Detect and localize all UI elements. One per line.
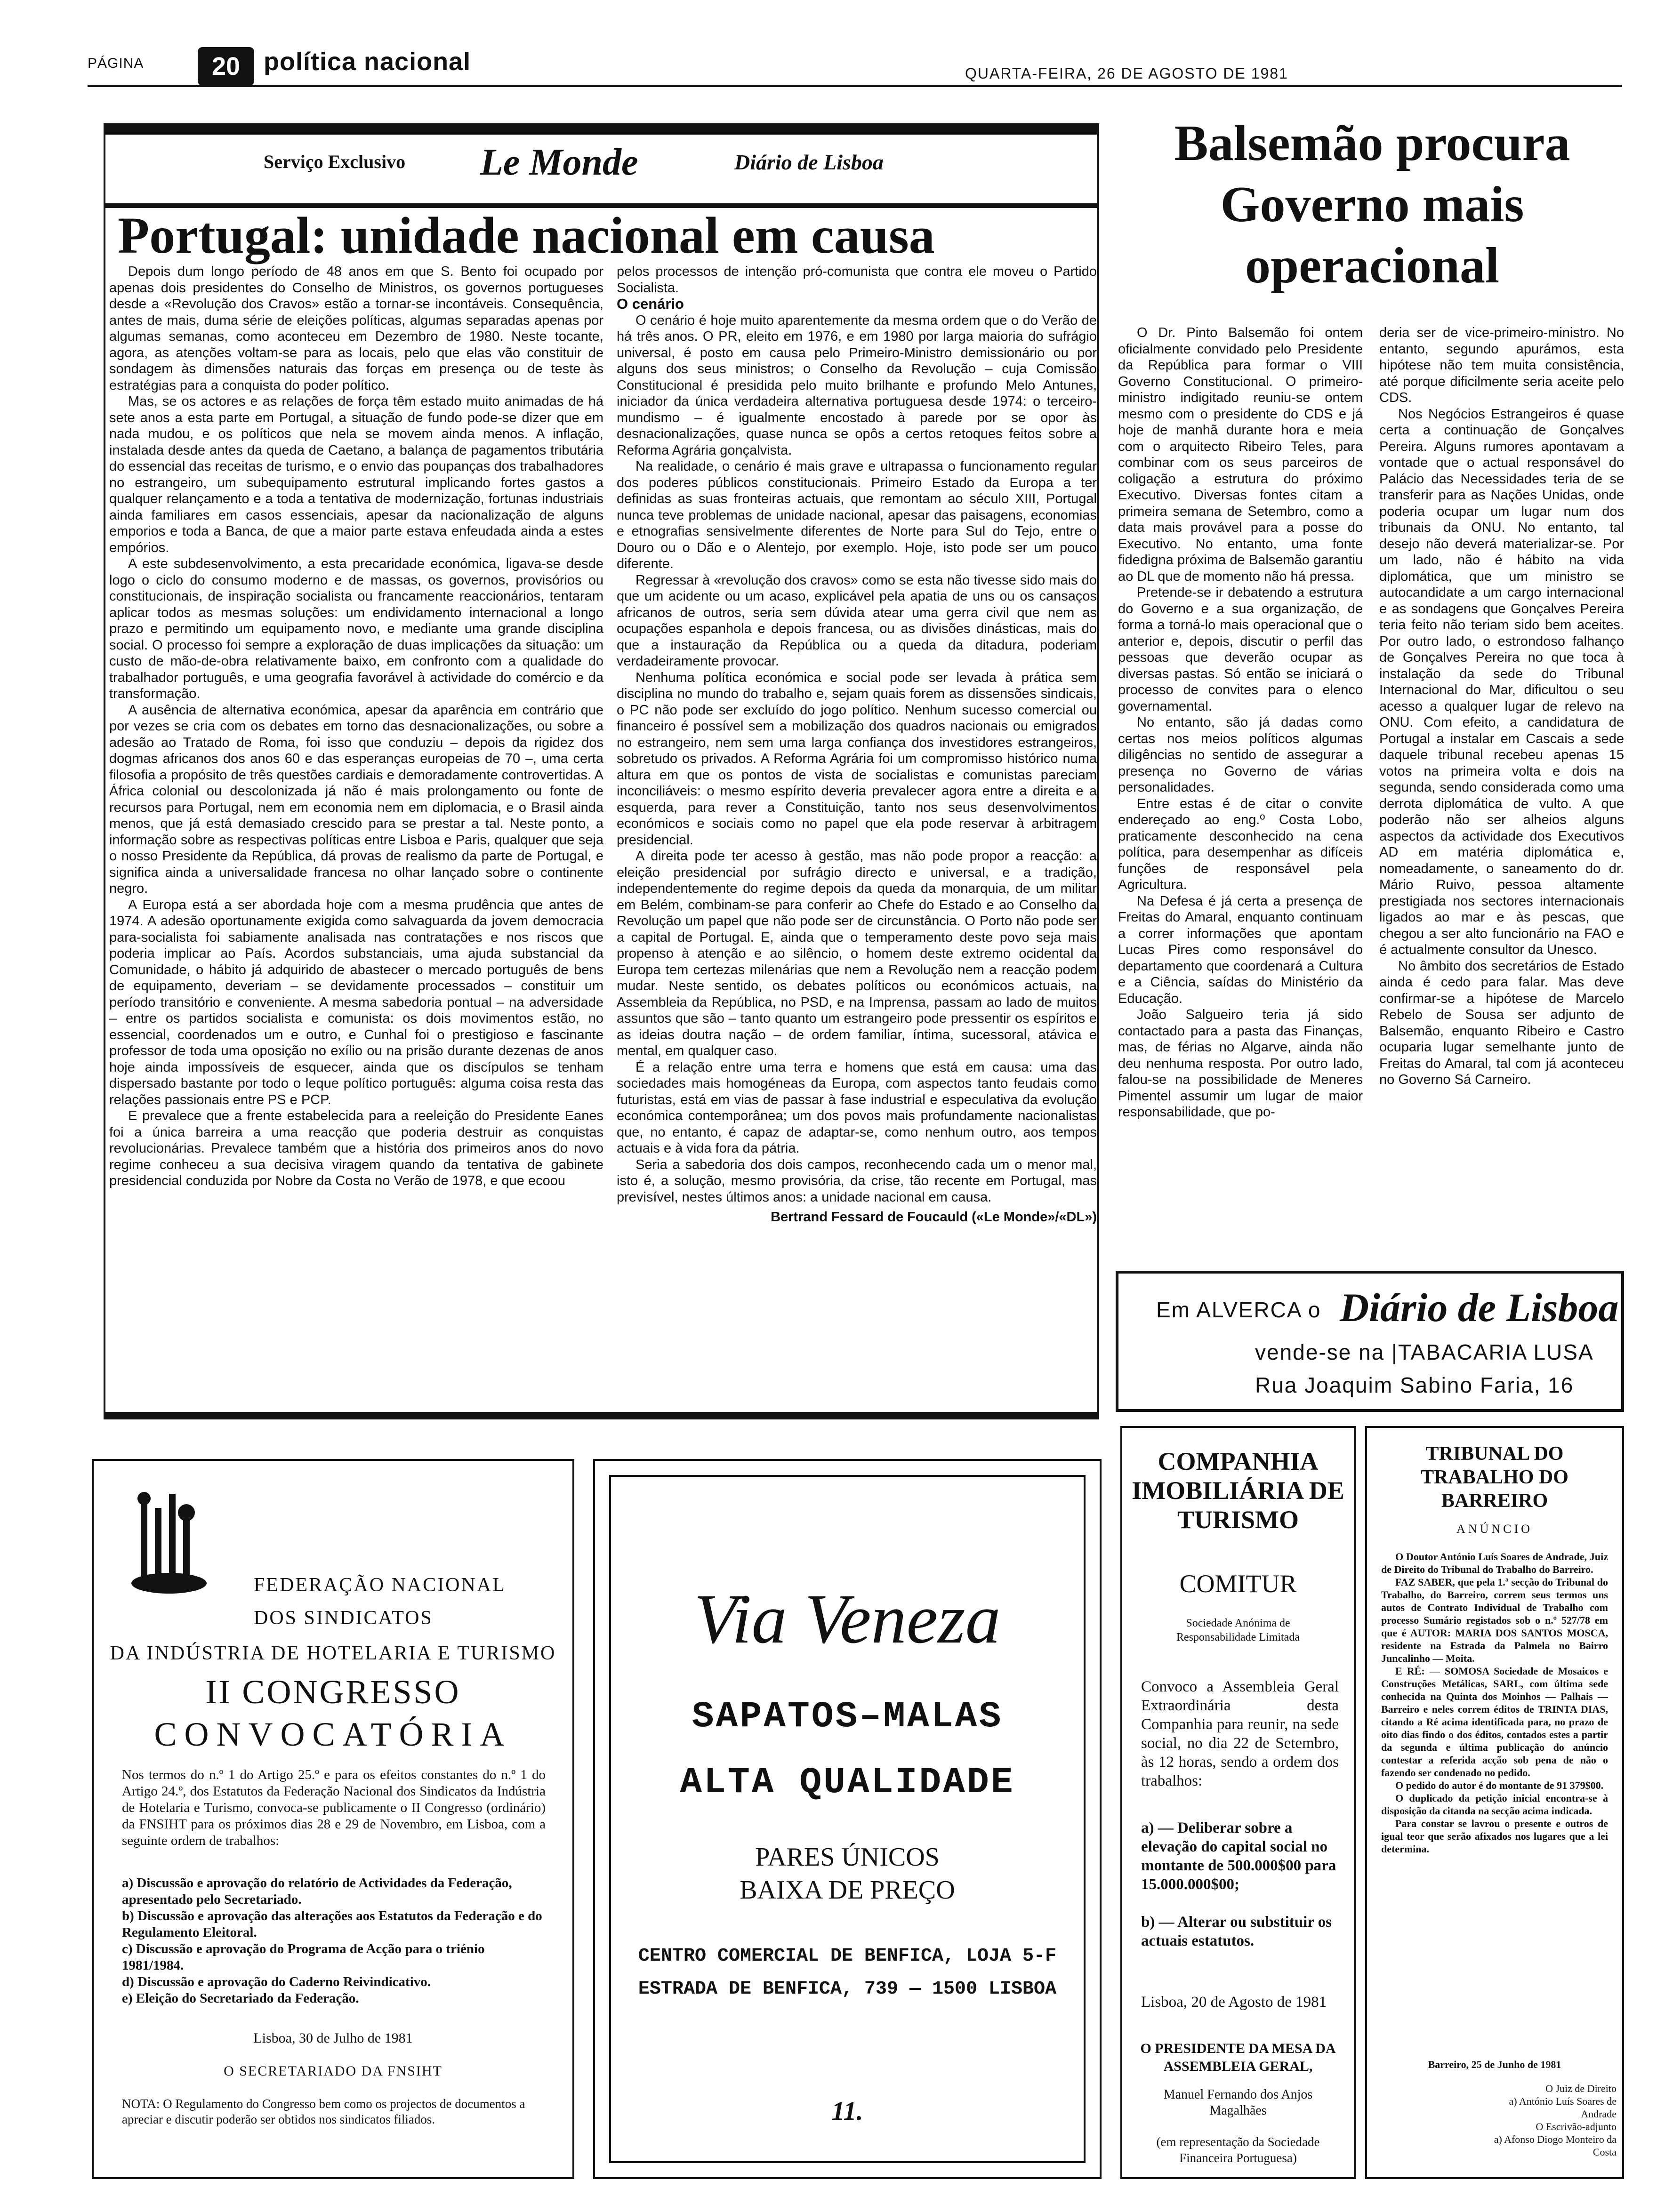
veneza-line2: ALTA QUALIDADE [680, 1762, 1015, 1803]
fnsiht-item: e) Eleição do Secretariado da Federação. [122, 1991, 359, 2006]
tribunal-paragraph: E RÉ: — SOMOSA Sociedade de Mosaicos e Construções Metálicas, SARL, com última sede conhecida na Quinta dos Moinhos — Palhais — Barreiro e neles correm éditos de TRINTA DIAS, citando a Ré acima identificada para, no prazo de oito dias findo o dos éditos, contados estes a partir da segunda e última publicação do anúncio contestar a referida acção sob pena de não o fazendo ser condenado no pedido. [1381, 1665, 1608, 1779]
veneza-line1: SAPATOS–MALAS [692, 1696, 1003, 1738]
paragraph: O Dr. Pinto Balsemão foi ontem oficialmente convidado pelo Presidente da República para formar o VIII Governo Constitucional. O primeiro-ministro indigitado reuniu-se ontem mesmo com o presidente do CDS e já hoje de manhã durante hora e meia com o arquitecto Ribeiro Teles, para combinar com os seus parceiros de coligação a estrutura do próximo Executivo. Diversas fontes citam a primeira semana de Setembro, como a data mais provável para a posse do Executivo. No entanto, uma fonte fidedigna próxima de Balsemão garantiu ao DL que de momento não há pressa. [1118, 325, 1363, 584]
fnsiht-note: NOTA: O Regulamento do Congresso bem como os projectos de documentos a apreciar e discutir poderão ser obtidos nos sindicatos filiados. [122, 2097, 525, 2126]
fnsiht-item: d) Discussão e aprovação do Caderno Reivindicativo. [122, 1974, 431, 1989]
comitur-intro: Convoco a Assembleia Geral Extraordinária desta Companhia para reunir, na sede social, no dia 22 de Setembro, às 12 horas, sendo a ordem dos trabalhos: [1141, 1678, 1339, 1789]
comitur-person: Manuel Fernando dos Anjos Magalhães [1163, 2087, 1313, 2118]
side-article-col2 [1379, 325, 1624, 1266]
paragraph: deria ser de vice-primeiro-ministro. No entanto, segundo apurámos, esta hipótese não tem muita consistência, até porque dificilmente seria aceite pelo CDS. [1379, 325, 1624, 405]
fnsiht-subtitle: CONVOCATÓRIA [154, 1715, 512, 1753]
veneza-line4: BAIXA DE PREÇO [740, 1875, 955, 1905]
main-headline: Portugal: unidade nacional em causa [118, 207, 935, 264]
main-right-rule [1097, 123, 1099, 1419]
comitur-acronym: COMITUR [1179, 1570, 1297, 1598]
veneza-brand: Via Veneza [694, 1580, 1001, 1658]
fnsiht-org3: DA INDÚSTRIA DE HOTELARIA E TURISMO [110, 1643, 556, 1664]
paragraph: A direita pode ter acesso à gestão, mas não pode propor a reacção: a eleição presidencial por sufrágio directo e universal, e a tradição, independentemente do regime depois da queda da monarquia, de um militar em Belém, combinam-se para conferir ao Chefe do Estado e ao Conselho da Revolução um papel que não pode ser de circunstância. O Porto não pode ser a capital de Portugal. E, ainda que o temperamento deste povo seja mais propenso à atenção e ao silêncio, o homem deste extremo ocidental da Europa tem certezas milenárias que nem a Revolução nem a reacção podem mudar. Neste sentido, os debates políticos ou económicos actuais, na Assembleia da República, no PSD, e na Imprensa, passam ao lado de muitos assuntos que são – tanto quanto um estrangeiro pode pressentir os espíritos e as ideias doutra nação – de ordem familiar, íntima, sucessoral, atávica e mental, em qualquer caso. [617, 849, 1097, 1058]
ad-dl-logo: Diário de Lisboa [1340, 1285, 1619, 1330]
ad-tribunal [1365, 1426, 1624, 2179]
tribunal-paragraph: O Doutor António Luís Soares de Andrade, Juiz de Direito do Tribunal do Trabalho do Barreiro. [1381, 1551, 1608, 1575]
veneza-line6: ESTRADA DE BENFICA, 739 — 1500 LISBOA [638, 1979, 1057, 2000]
paragraph: É a relação entre uma terra e homens que está em causa: uma das sociedades mais homogéneas da Europa, com aspectos tanto feudais como futuristas, está em vias de passar à fase industrial e especulativa da evolução económica contemporânea; um dos povos mais profundamente nacionalistas que, no entanto, é capaz de adaptar-se, como nenhum outro, aos tempos actuais e à vida fora da pátria. [617, 1059, 1097, 1156]
service-label: Serviço Exclusivo [264, 151, 406, 172]
paragraph: João Salgueiro teria já sido contactado para a pasta das Finanças, mas, de férias no Algarve, ainda não deu nenhuma resposta. Por outro lado, falou-se na possibilidade de Meneres Pimentel assumir um lugar de maior responsabilidade, que po- [1118, 1007, 1363, 1120]
tribunal-paragraph: O pedido do autor é do montante de 91 379$00. [1395, 1779, 1604, 1791]
ad-via-veneza [593, 1459, 1102, 2179]
paragraph: A Europa está a ser abordada hoje com a mesma prudência que antes de 1974. A adesão oportunamente exigida como salvaguarda da jovem democracia para-socialista foi sabiamente analisada nas contratações e nos riscos que poderia implicar ao País. Acordos substanciais, uma ajuda substancial da Comunidade, o hábito já adquirido de abastecer o mercado português de bens de equipamento, deveriam – se devidamente processados – constituir um período transitório e conveniente. A mesma sabedoria pontual – na adversidade – entre os partidos socialista e comunista: os dois movimentos estão, no essencial, coordenados um e outro, e Cunhal foi o prestigioso e fascinante professor de toda uma oposição no exílio ou na prisão durante dezenas de anos hoje ainda impossíveis de esquecer, ainda que os discípulos se tenham dispersado bastante por todo o leque político português: alguma coisa resta das relações passionais entre PS e PCP. [109, 897, 603, 1107]
header-rule [88, 85, 1622, 87]
tribunal-paragraph: O duplicado da petição inicial encontra-se à disposição da citanda na secção acima indicada. [1381, 1792, 1608, 1817]
clerk-title: O Escrivão-adjunto [1536, 2121, 1617, 2132]
fnsiht-item: c) Discussão e aprovação do Programa de Acção para o triénio 1981/1984. [122, 1941, 485, 1973]
ad-dl-prefix: Em ALVERCA o [1156, 1298, 1321, 1322]
subhead-cenario: O cenário [617, 296, 684, 312]
main-article-col1 [109, 264, 603, 1403]
tribunal-signatures [1475, 2082, 1617, 2158]
tribunal-title: TRIBUNAL DO TRABALHO DO BARREIRO [1421, 1443, 1569, 1512]
paragraph: Regressar à «revolução dos cravos» como se esta não tivesse sido mais do que um acidente ou um acaso, explicável pela apatia de uns ou os cansaços africanos de outros, seria sem dúvida atear uma gerra civil que nem as ocupações espanhola e depois francesa, ou as divisões dinásticas, mais do que a instauração da República ou a queda da ditadura, poderiam verdadeiramente provocar. [617, 572, 1097, 669]
diario-lisboa-logo: Diário de Lisboa [734, 150, 884, 174]
section-title: política nacional [264, 48, 471, 76]
paragraph: Depois dum longo período de 48 anos em que S. Bento foi ocupado por apenas dois presidentes do Conselho de Ministros, os governos portugueses desde a «Revolução dos Cravos» estão a tornar-se incontáveis. Consequência, antes de mais, duma série de eleições políticas, algumas separadas apenas por algumas semanas, como aconteceu em Dezembro de 1980. Neste tocante, agora, as atenções voltam-se para as locais, pelo que elas vão constituir de sondagem às dimensões naturais das forças em presença ou de teste às estratégias para a conquista do poder político. [109, 264, 603, 393]
fnsiht-items [122, 1875, 546, 2007]
veneza-line5: CENTRO COMERCIAL DE BENFICA, LOJA 5-F [638, 1946, 1057, 1967]
paragraph: Seria a sabedoria dos dois campos, reconhecendo cada um o menor mal, isto é, a solução, mesmo provisória, da crise, tão recente em Portugal, mas previsível, nestes últimos anos: a unidade nacional em causa. [617, 1157, 1097, 1205]
paragraph: Mas, se os actores e as relações de força têm estado muito animadas de há sete anos a esta parte em Portugal, a situação de fundo pode-se dizer que em nada mudou, e os políticos que nela se movem ainda menos. A inflação, instalada desde antes da queda de Caetano, a balança de pagamentos tributária do essencial das receitas de turismo, e o envio das poupanças dos trabalhadores no estrangeiro, um subequipamento estrutural implicando fortes gastos a qualquer relançamento e a toda a tentativa de modernização, fortunas industriais ainda familiares em casos essenciais, apesar da nacionalização de alguns emporios e toda a Banca, de que a maior parte estava enfeudada ainda a estes empórios. [109, 394, 603, 555]
fnsiht-item: b) Discussão e aprovação das alterações aos Estatutos da Federação e do Regulamento Eleitoral. [122, 1908, 542, 1940]
main-bottom-rule [104, 1412, 1097, 1419]
veneza-line3: PARES ÚNICOS [755, 1843, 940, 1872]
clerk-name: a) Afonso Diogo Monteiro da Costa [1494, 2133, 1617, 2158]
paragraph: E prevalece que a frente estabelecida para a reeleição do Presidente Eanes foi a única barreira a uma reacção que poderia destruir as conquistas revolucionárias. Prevalece também que a história dos primeiros anos do novo regime conheceu a sua decisiva viragem quando da tentativa de gabinete presidencial conduzida por Nobre da Costa no Verão de 1978, e que ecoou [109, 1108, 603, 1188]
page-number-box: 20 [198, 47, 254, 86]
comitur-item-b: b) — Alterar ou substituir os actuais estatutos. [1141, 1914, 1332, 1949]
comitur-name: COMPANHIA IMOBILIÁRIA DE TURISMO [1132, 1447, 1344, 1534]
judge-title: O Juiz de Direito [1545, 2083, 1617, 2094]
fnsiht-org2: DOS SINDICATOS [254, 1607, 433, 1629]
side-article-col1 [1118, 325, 1363, 1266]
tribunal-subtitle: ANÚNCIO [1456, 1522, 1533, 1536]
paragraph: pelos processos de intenção pró-comunista que contra ele moveu o Partido Socialista. [617, 264, 1097, 296]
side-headline: Balsemão procura Governo mais operacional [1174, 115, 1570, 294]
comitur-date: Lisboa, 20 de Agosto de 1981 [1141, 1994, 1327, 2011]
paragraph: O cenário é hoje muito aparentemente da mesma ordem que o do Verão de há três anos. O PR, eleito em 1976, e em 1980 por larga maioria do sufrágio universal, é posto em causa pelo Primeiro-Ministro demissionário ou por alguns dos seus ministros; o Conselho da Revolução – cuja Comissão Constitucional é presidida pelo muito brilhante e profundo Melo Antunes, iniciador da única verdadeira alternativa portuguesa desde 1974: o terceiro-mundismo – é igualmente encostado à parede por se opor às desnacionalizações, quase nunca se opôs a certos retoques feitos sobre a Reforma Agrária gonçalvista. [617, 313, 1097, 458]
comitur-rep: (em representação da Sociedade Financeira Portuguesa) [1156, 2135, 1320, 2165]
ad-fnsiht [92, 1459, 574, 2179]
paragraph: A este subdesenvolvimento, a esta precaridade económica, ligava-se desde logo o ciclo do consumo moderno e de massas, os governos, provisórios ou constitucionais, de inspiração socialista ou francamente reaccionários, tentaram aplicar todos as mesmas soluções: um endividamento internacional a longo prazo e permitindo um equipamento novo, e mediante uma grande disciplina social. O processo foi sempre a exploração de duas implicações da situação: um custo de mão-de-obra relativamente baixo, em confronto com a qualidade do trabalhador português, e uma geografia favorável à actividade do comércio e da transformação. [109, 556, 603, 701]
main-left-rule [104, 123, 105, 1419]
main-top-rule [104, 123, 1097, 135]
veneza-code: 11. [831, 2097, 863, 2126]
tribunal-text [1381, 1550, 1608, 1855]
tribunal-paragraph: Para constar se lavrou o presente e outros de igual teor que serão afixados nos lugares que a lei determina. [1381, 1818, 1608, 1855]
fnsiht-title: II CONGRESSO [205, 1673, 461, 1711]
fnsiht-date: Lisboa, 30 de Julho de 1981 [253, 2030, 413, 2046]
fnsiht-intro: Nos termos do n.º 1 do Artigo 25.º e para os efeitos constantes do n.º 1 do Artigo 24.º, dos Estatutos da Federação Nacional dos Sindicatos da Indústria de Hotelaria e Turismo, convoca-se publicamente o II Congresso (ordinário) da FNSIHT para os próximos dias 28 e 29 de Novembro, em Lisboa, com a seguinte ordem de trabalhos: [122, 1767, 546, 1848]
paragraph: Nos Negócios Estrangeiros é quase certa a continuação de Gonçalves Pereira. Alguns rumores apontavam a vontade que o actual responsável do Palácio das Necessidades teria de se transferir para as Nações Unidas, onde poderia ocupar um lugar num dos tribunais da ONU. No entanto, tal desejo não deverá materializar-se. Por um lado, não é hábito na vida diplomática, que um ministro se autocandidate a um cargo internacional e as sondagens que Gonçalves Pereira teria feito não teriam sido bem aceites. Por outro lado, o estrondoso falhanço de Gonçalves Pereira no que toca à instalação da sede do Tribunal Internacional do Mar, dificultou o seu acesso a qualquer lugar de relevo na ONU. Com efeito, a candidatura de Portugal a instalar em Cascais a sede daquele tribunal recebeu apenas 15 votos na primeira volta e dois na segunda, sendo considerada como uma derrota diplomática de vulto. A que poderão não ser alheios alguns aspectos da actividade dos Executivos AD em matéria diplomática e, nomeadamente, o saneamento do dr. Mário Ruivo, pessoa altamente prestigiada nos sectores internacionais ligados ao mar e às pescas, que chegou a ser alto funcionário na FAO e é actualmente consultor da Unesco. [1379, 406, 1624, 957]
fnsiht-org1: FEDERAÇÃO NACIONAL [254, 1574, 506, 1596]
comitur-item-a: a) — Deliberar sobre a elevação do capital social no montante de 500.000$00 para 15.000.000$00; [1141, 1819, 1336, 1893]
comitur-type: Sociedade Anónima de Responsabilidade Limitada [1176, 1617, 1300, 1643]
le-monde-logo: Le Monde [480, 142, 638, 183]
fnsiht-signature: O SECRETARIADO DA FNSIHT [224, 2063, 442, 2079]
issue-date: QUARTA-FEIRA, 26 DE AGOSTO DE 1981 [965, 65, 1288, 82]
paragraph: Pretende-se ir debatendo a estrutura do Governo e a sua organização, de forma a torná-lo mais operacional que o anterior e, depois, discutir o perfil das pessoas que deverão ocupar as diversas pastas. Só então se iniciará o processo de convites para o elenco governamental. [1118, 585, 1363, 714]
page-label: PÁGINA [88, 56, 144, 71]
tribunal-date: Barreiro, 25 de Junho de 1981 [1428, 2059, 1561, 2070]
comitur-signature: O PRESIDENTE DA MESA DA ASSEMBLEIA GERAL, [1140, 2041, 1336, 2074]
paragraph: Nenhuma política económica e social pode ser levada à prática sem disciplina no mundo do trabalho e, sejam quais forem as dissensões sindicais, o PC não pode ser excluído do jogo político. Nenhum sucesso comercial ou financeiro é possível sem a mobilização dos quadros nacionais ou emigrados no estrangeiro, nem sem uma larga confiança dos investidores estrangeiros, sobretudo os privados. A Reforma Agrária foi um compromisso histórico numa altura em que os pontos de vista de socialistas e comunistas pareciam inconciliáveis: o mesmo espírito deveria prevalecer agora entre a direita e a esquerda, para rever a Constituição, tanto nos seus desenvolvimentos económicos e sociais como no papel que ela pode reservar à arbitragem presidencial. [617, 670, 1097, 848]
hotel-emblem-icon [122, 1489, 216, 1597]
ad-dl-line2: vende-se na |TABACARIA LUSA [1255, 1340, 1594, 1364]
byline: Bertrand Fessard de Foucauld («Le Monde»/«DL») [771, 1210, 1097, 1225]
main-article-col2 [617, 264, 1097, 1403]
fnsiht-item: a) Discussão e aprovação do relatório de Actividades da Federação, apresentado pelo Secretariado. [122, 1875, 512, 1907]
paragraph: No âmbito dos secretários de Estado ainda é cedo para falar. Mas deve confirmar-se a hipótese de Marcelo Rebelo de Sousa ser adjunto de Balsemão, enquanto Ribeiro e Castro ocuparia lugar semelhante junto de Freitas do Amaral, tal com já aconteceu no Governo Sá Carneiro. [1379, 958, 1624, 1087]
ad-dl-line3: Rua Joaquim Sabino Faria, 16 [1255, 1373, 1574, 1397]
tribunal-paragraph: FAZ SABER, que pela 1.ª secção do Tribunal do Trabalho, do Barreiro, correm seus termos uns autos de Contrato Individual de Trabalho com processo Sumário registados sob o n.º 527/78 em que é AUTOR: MARIA DOS SANTOS MOSCA, residente na Estrada da Palmela no Bairro Juncalinho — Moita. [1381, 1576, 1608, 1664]
judge-name: a) António Luís Soares de Andrade [1509, 2095, 1617, 2120]
ad-comitur [1120, 1426, 1356, 2179]
paragraph: A ausência de alternativa económica, apesar da aparência em contrário que por vezes se cria com os debates em torno das desnacionalizações, ou sobre a adesão ao Tratado de Roma, foi isso que conduziu – depois da rigidez dos dogmas africanos dos anos 60 e das esperanças europeias de 70 –, uma certa filosofia a propósito de três questões cardiais e demoradamente controvertidas. A África colonial ou descolonizada já não é mais prolongamento ou fonte de recursos para Portugal, nem em economia nem em diplomacia, e o Brasil ainda menos, que já está demasiado crescido para se prestar a tal. Neste ponto, a informação sobre as respectivas políticas entre Lisboa e Paris, qualquer que seja o nosso Presidente da República, dá provas de realismo da parte de Portugal, e significa ainda a universalidade francesa no olhar lançado sobre o continente negro. [109, 702, 603, 896]
paragraph: Na Defesa é já certa a presença de Freitas do Amaral, enquanto continuam a correr informações que apontam Lucas Pires como responsável do departamento que coordenará a Cultura e a Ciência, saídas do Ministério da Educação. [1118, 893, 1363, 1006]
paragraph: Na realidade, o cenário é mais grave e ultrapassa o funcionamento regular dos poderes públicos constitucionais. Primeiro Estado da Europa a ter definidas as suas fronteiras actuais, que remontam ao século XIII, Portugal nunca teve problemas de unidade nacional, apesar das paisagens, economias e etnografias sensivelmente diferentes de Norte para Sul do Tejo, entre o Douro ou o Dão e o Alentejo, por exemplo. Hoje, isto pode ser um pouco diferente. [617, 459, 1097, 571]
ad-diario-lisboa [1116, 1271, 1624, 1412]
paragraph: No entanto, são já dadas como certas nos meios políticos algumas diligências no sentido de assegurar a presença no Governo de várias personalidades. [1118, 715, 1363, 795]
paragraph: Entre estas é de citar o convite endereçado ao eng.º Costa Lobo, praticamente desconhecido na cena política, para desempenhar as difíceis funções de responsável pela Agricultura. [1118, 796, 1363, 892]
